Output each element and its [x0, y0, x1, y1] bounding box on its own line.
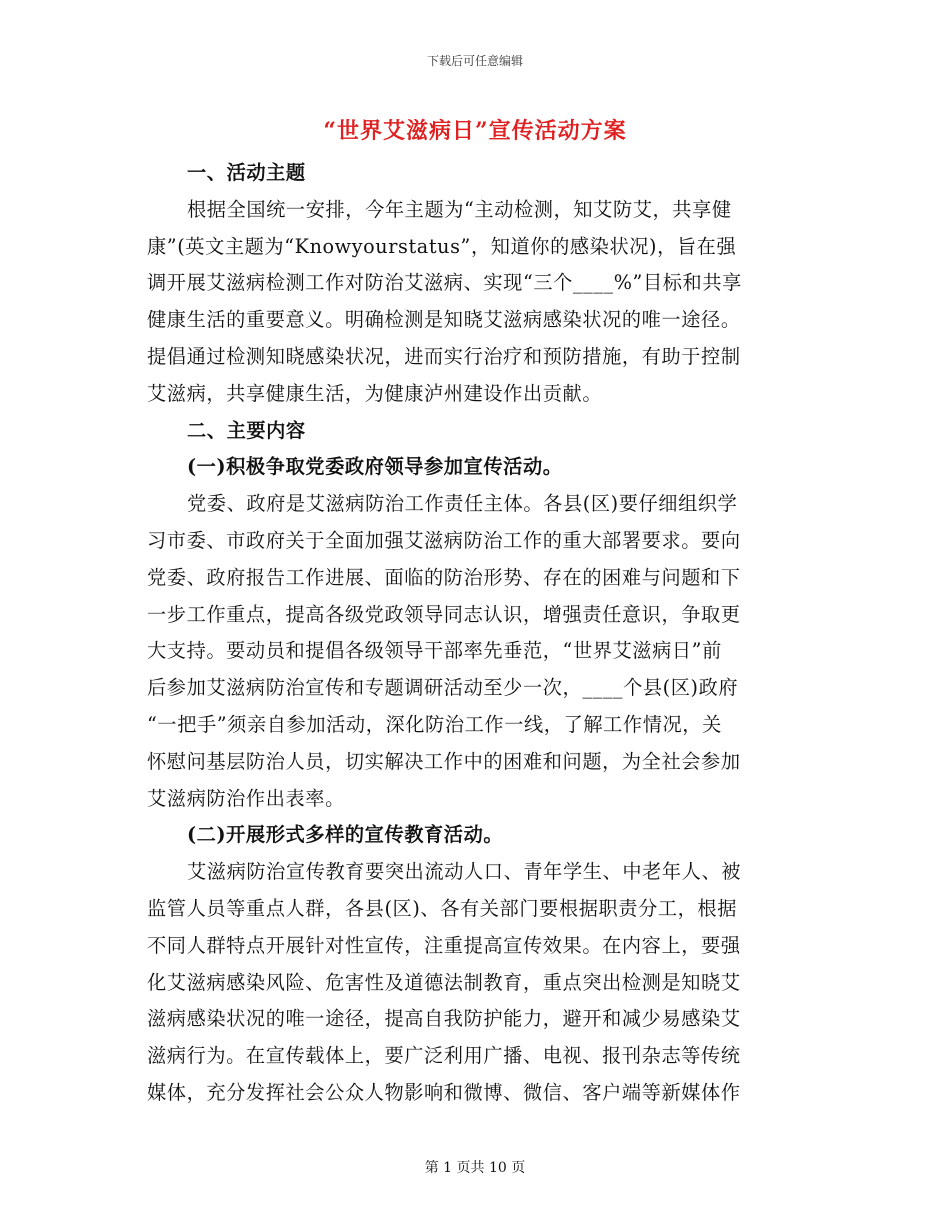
document-title: “世界艾滋病日”宣传活动方案	[323, 118, 627, 144]
section-heading-line: (一)积极争取党委政府领导参加宣传活动。	[187, 455, 563, 479]
body-text-line: 监管人员等重点人群，各县(区)、各有关部门要根据职责分工，根据	[147, 896, 738, 920]
section-heading-line: 一、活动主题	[187, 161, 306, 184]
body-text-line: 滋病行为。在宣传载体上，要广泛利用广播、电视、报刊杂志等传统	[147, 1044, 741, 1068]
body-text-line: 党委、政府报告工作进展、面临的防治形势、存在的困难与问题和下	[147, 565, 741, 589]
body-text-line: 艾滋病，共享健康生活，为健康泸州建设作出贡献。	[147, 381, 603, 405]
section-heading-line: 二、主要内容	[187, 418, 306, 442]
body-text-line: 健康生活的重要意义。明确检测是知晓艾滋病感染状况的唯一途径。	[147, 308, 741, 332]
body-text-line: 艾滋病防治宣传教育要突出流动人口、青年学生、中老年人、被	[187, 860, 742, 884]
body-text-line: 化艾滋病感染风险、危害性及道德法制教育，重点突出检测是知晓艾	[147, 970, 741, 994]
section-heading-line: (二)开展形式多样的宣传教育活动。	[187, 823, 504, 847]
body-text-line: 党委、政府是艾滋病防治工作责任主体。各县(区)要仔细组织学	[187, 492, 738, 516]
body-text-line: 提倡通过检测知晓感染状况，进而实行治疗和预防措施，有助于控制	[147, 344, 741, 368]
body-text-line: 调开展艾滋病检测工作对防治艾滋病、实现“三个____%”目标和共享	[147, 271, 742, 295]
page-header-note: 下载后可任意编辑	[426, 54, 523, 68]
body-text-line: 滋病感染状况的唯一途径，提高自我防护能力，避开和减少易感染艾	[147, 1007, 741, 1031]
body-text-line: 后参加艾滋病防治宣传和专题调研活动至少一次，____个县(区)政府	[147, 676, 739, 700]
body-text-line: “一把手”须亲自参加活动，深化防治工作一线，了解工作情况，关	[147, 712, 722, 736]
body-text-line: 康”(英文主题为“Knowyourstatus”，知道你的感染状况)，旨在强	[147, 234, 737, 258]
page-footer: 第 1 页共 10 页	[424, 1160, 526, 1176]
body-text-line: 艾滋病防治作出表率。	[147, 786, 345, 810]
document-body	[147, 155, 807, 1112]
body-text-line: 习市委、市政府关于全面加强艾滋病防治工作的重大部署要求。要向	[147, 528, 741, 552]
body-text-line: 媒体，充分发挥社会公众人物影响和微博、微信、客户端等新媒体作	[147, 1080, 741, 1104]
body-text-line: 根据全国统一安排，今年主题为“主动检测，知艾防艾，共享健	[187, 197, 732, 221]
body-text-line: 不同人群特点开展针对性宣传，注重提高宣传效果。在内容上，要强	[147, 933, 741, 957]
body-text-line: 怀慰问基层防治人员，切实解决工作中的困难和问题，为全社会参加	[147, 749, 741, 773]
body-text-line: 大支持。要动员和提倡各级领导干部率先垂范，“世界艾滋病日”前	[147, 639, 722, 663]
body-text-line: 一步工作重点，提高各级党政领导同志认识，增强责任意识，争取更	[147, 602, 741, 626]
